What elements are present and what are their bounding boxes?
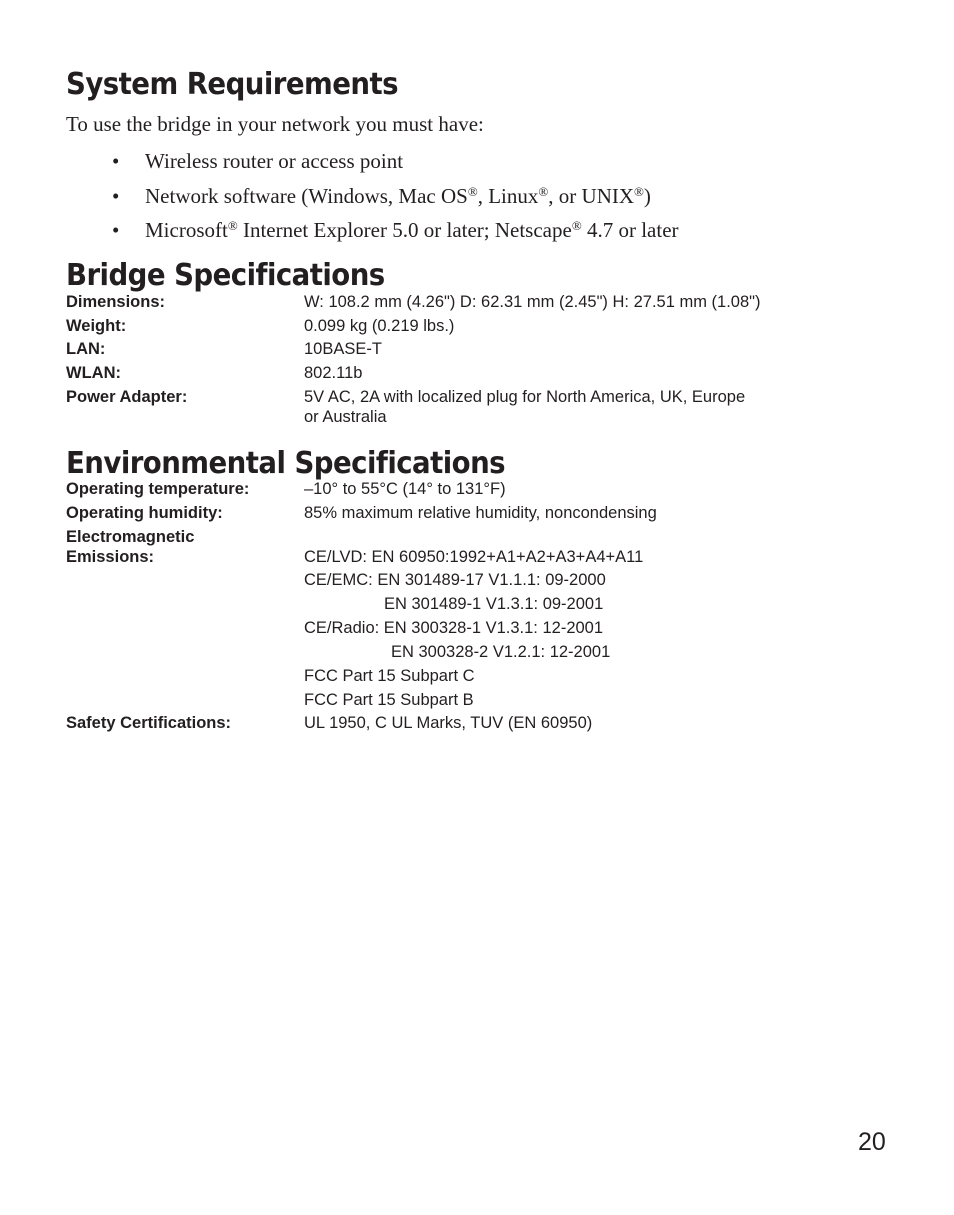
list-item: • Wireless router or access point xyxy=(112,146,679,181)
spec-value: –10° to 55°C (14° to 131°F) xyxy=(304,480,506,498)
spec-label: Safety Certifications: xyxy=(66,714,232,732)
registered-mark: ® xyxy=(227,218,238,233)
spec-value-continued: or Australia xyxy=(304,408,387,426)
system-requirements-list xyxy=(112,146,679,250)
spec-label: Electromagnetic xyxy=(66,528,195,546)
spec-value: W: 108.2 mm (4.26") D: 62.31 mm (2.45") H: 27.51 mm (1.08") xyxy=(304,293,761,311)
list-item: • Network software (Windows, Mac OS®, Linux®, or UNIX®) xyxy=(112,181,679,216)
spec-label: Operating temperature: xyxy=(66,480,250,498)
system-requirements-heading: System Requirements xyxy=(66,67,399,102)
emissions-value: EN 300328-2 V1.2.1: 12-2001 xyxy=(391,643,611,661)
spec-label: Power Adapter: xyxy=(66,388,188,406)
spec-label: WLAN: xyxy=(66,364,121,382)
emissions-value: FCC Part 15 Subpart B xyxy=(304,691,474,709)
list-item: • Microsoft® Internet Explorer 5.0 or later; Netscape® 4.7 or later xyxy=(112,215,679,250)
emissions-value: CE/EMC: EN 301489-17 V1.1.1: 09-2000 xyxy=(304,571,606,589)
bullet-icon: • xyxy=(112,183,120,208)
registered-mark: ® xyxy=(538,183,549,199)
spec-value: 85% maximum relative humidity, noncondensing xyxy=(304,504,657,522)
bridge-specifications-heading: Bridge Specifications xyxy=(66,258,385,293)
spec-label: Operating humidity: xyxy=(66,504,223,522)
spec-value: 10BASE-T xyxy=(304,340,382,358)
spec-label: Emissions: xyxy=(66,548,155,566)
system-requirements-intro: To use the bridge in your network you must have: xyxy=(66,112,484,136)
bullet-icon: • xyxy=(112,218,120,242)
page-number: 20 xyxy=(858,1128,886,1156)
spec-value: 0.099 kg (0.219 lbs.) xyxy=(304,317,455,335)
spec-value: 5V AC, 2A with localized plug for North America, UK, Europe xyxy=(304,388,746,406)
registered-mark: ® xyxy=(634,183,644,199)
spec-value: 802.11b xyxy=(304,364,363,382)
spec-value: UL 1950, C UL Marks, TUV (EN 60950) xyxy=(304,714,593,732)
environmental-specifications-heading: Environmental Specifications xyxy=(66,446,506,481)
registered-mark: ® xyxy=(467,183,478,199)
spec-label: Dimensions: xyxy=(66,293,166,311)
registered-mark: ® xyxy=(571,218,582,233)
emissions-value: FCC Part 15 Subpart C xyxy=(304,667,475,685)
emissions-value: CE/Radio: EN 300328-1 V1.3.1: 12-2001 xyxy=(304,619,604,637)
bullet-icon: • xyxy=(112,149,120,173)
spec-value: CE/LVD: EN 60950:1992+A1+A2+A3+A4+A11 xyxy=(304,548,644,566)
emissions-value: EN 301489-1 V1.3.1: 09-2001 xyxy=(384,595,604,613)
spec-label: Weight: xyxy=(66,317,127,335)
spec-label: LAN: xyxy=(66,340,106,358)
